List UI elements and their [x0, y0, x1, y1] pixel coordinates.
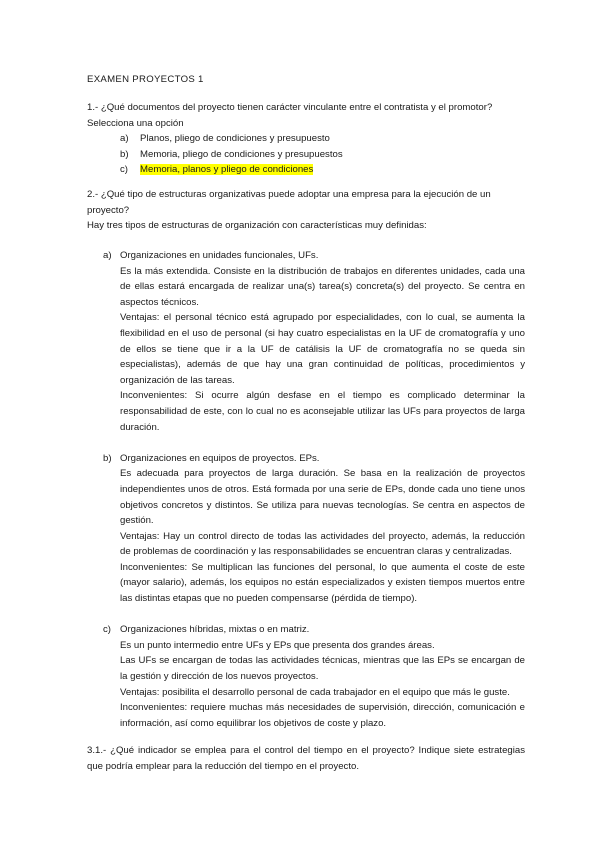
- item-heading: Organizaciones en equipos de proyectos. EPs.: [120, 452, 320, 464]
- option-text: Memoria, pliego de condiciones y presupuestos: [140, 148, 343, 160]
- question-2-text: 2.- ¿Qué tipo de estructuras organizativas puede adoptar una empresa para la ejecución de un proyecto?: [87, 189, 491, 216]
- question-1-text: 1.- ¿Qué documentos del proyecto tienen carácter vinculante entre el contratista y el promotor? Selecciona una opción: [87, 102, 493, 129]
- item-description: Es adecuada para proyectos de larga duración. Se basa en la realización de proyectos independientes unos de otros. Está formada por una serie de EPs, donde cada uno tiene unos objetivos concretos y distintos. Se utiliza para nuevas tecnologías. Se centra en aspectos de gestión.: [120, 468, 525, 527]
- item-letter: a): [103, 250, 112, 261]
- org-type-c: [103, 622, 525, 731]
- item-description: Es la más extendida. Consiste en la distribución de trabajos en diferentes unidades, cada una de ellas estará encargada de realizar una(s) tarea(s) concreta(s) del proyecto. Se centra en aspectos técnicos.: [120, 265, 525, 308]
- question-2: [87, 187, 525, 234]
- option-letter: c): [120, 164, 128, 176]
- option-a: [87, 131, 527, 147]
- question-2-intro: Hay tres tipos de estructuras de organización con características muy definidas:: [87, 220, 427, 232]
- option-letter: a): [120, 133, 129, 145]
- item-areas: Las UFs se encargan de todas las actividades técnicas, mientras que las EPs se encargan de la gestión y dirección de los nuevos proyectos.: [120, 655, 525, 683]
- item-disadvantages: Inconvenientes: requiere muchas más necesidades de supervisión, dirección, comunicación e información, así como equilibrar los objetivos de coste y plazo.: [120, 702, 525, 729]
- item-advantages: Ventajas: el personal técnico está agrupado por especialidades, con lo cual, se aumenta la flexibilidad en el uso de personal (si hay cuatro especialistas en la UF de cromatografía y uno de ellos se tiene que ir a la UF de catálisis la UF de cromatografía no se queda sin especialistas), además de que hay una gran continuidad de políticas, procedimientos y organización de las tareas.: [120, 312, 525, 386]
- item-letter: c): [103, 624, 111, 636]
- org-type-b: [103, 451, 525, 607]
- item-description: Es un punto intermedio entre UFs y EPs que presenta dos grandes áreas.: [120, 639, 435, 651]
- item-disadvantages: Inconvenientes: Si ocurre algún desfase en el tiempo es complicado determinar la responsabilidad de este, con lo cual no es aconsejable utilizar las UFs para proyectos de larga duración.: [120, 390, 525, 433]
- exam-title: EXAMEN PROYECTOS 1: [87, 74, 204, 85]
- option-text-highlighted: Memoria, planos y pliego de condiciones: [140, 164, 314, 176]
- org-type-a: [103, 248, 525, 435]
- question-1: [87, 100, 527, 178]
- item-letter: b): [103, 452, 112, 464]
- item-advantages: Ventajas: posibilita el desarrollo personal de cada trabajador en el equipo que más le guste.: [120, 686, 510, 698]
- option-c: [87, 162, 527, 178]
- question-3-1: [87, 743, 525, 774]
- item-disadvantages: Inconvenientes: Se multiplican las funciones del personal, lo que aumenta el coste de este (mayor salario), además, los equipos no están especializados y existen tiempos muertos entre las distintas etapas que no pueden compensarse (pérdida de tiempo).: [120, 561, 525, 605]
- organization-types-list: [103, 248, 525, 747]
- item-advantages: Ventajas: Hay un control directo de todas las actividades del proyecto, además, la reducción de problemas de coordinación y las responsabilidades se encuentran claras y centralizadas.: [120, 530, 525, 558]
- option-text: Planos, pliego de condiciones y presupuesto: [140, 133, 330, 145]
- item-heading: Organizaciones híbridas, mixtas o en matriz.: [120, 624, 310, 636]
- question-1-options: [87, 131, 527, 178]
- option-letter: b): [120, 148, 129, 160]
- item-heading: Organizaciones en unidades funcionales, UFs.: [120, 250, 319, 261]
- option-b: [87, 147, 527, 163]
- question-3-1-text: 3.1.- ¿Qué indicador se emplea para el control del tiempo en el proyecto? Indique siete estrategias que podría emplear para la reducción del tiempo en el proyecto.: [87, 745, 525, 772]
